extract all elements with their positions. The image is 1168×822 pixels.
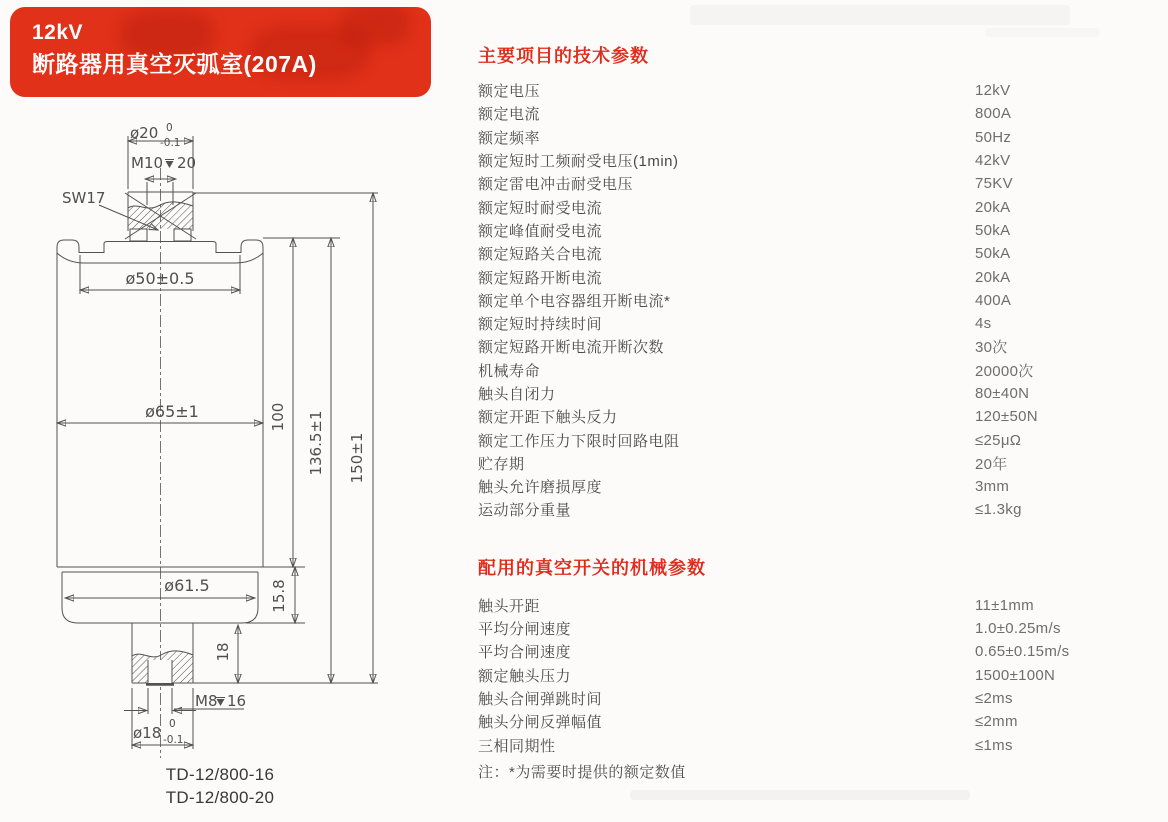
spec-value: 11±1mm xyxy=(975,596,1034,614)
spec-row xyxy=(478,126,1150,149)
product-name-title: 断路器用真空灭弧室(207A) xyxy=(32,51,317,77)
scan-artifact xyxy=(690,5,1070,25)
spec-row xyxy=(478,172,1150,195)
spec-row xyxy=(478,640,1150,663)
spec-row xyxy=(478,733,1150,756)
spec-label: 额定短时耐受电流 xyxy=(478,199,603,217)
product-voltage-title: 12kV xyxy=(32,21,84,44)
dia18-label: ø18 xyxy=(133,724,162,742)
scan-artifact xyxy=(985,28,1100,37)
dia50-dimension xyxy=(80,255,240,294)
spec-value: 50kA xyxy=(975,245,1011,263)
spec-value: 120±50N xyxy=(975,408,1038,426)
spec-label: 额定峰值耐受电流 xyxy=(478,222,603,240)
spec-row xyxy=(478,335,1150,358)
dia18-dimension xyxy=(132,688,193,749)
spec-label: 机械寿命 xyxy=(478,362,541,380)
spec-value: 1500±100N xyxy=(975,666,1056,684)
spec-row xyxy=(478,289,1150,312)
spec-value: 75KV xyxy=(975,175,1013,193)
spec-value: ≤1ms xyxy=(975,736,1013,754)
bottom-stem-outline xyxy=(132,623,378,685)
spec-label: 额定雷电冲击耐受电压 xyxy=(478,176,634,194)
m10-thread-label: M10 xyxy=(131,154,164,172)
spec-value: 80±40N xyxy=(975,385,1030,402)
spec-label: 触头允许磨损厚度 xyxy=(478,479,603,497)
vertical-dimensions xyxy=(214,193,373,683)
spec-label: 贮存期 xyxy=(478,455,525,473)
scan-artifact xyxy=(630,790,970,800)
spec-label: 触头分闸反弹幅值 xyxy=(478,714,603,732)
spec-row xyxy=(478,452,1150,475)
top-stud-outline xyxy=(125,182,378,241)
spec-row xyxy=(478,405,1150,428)
spec-row xyxy=(478,242,1150,265)
spec-row xyxy=(478,594,1150,617)
spec-list-technical xyxy=(478,79,1150,522)
len15-8-label: 15.8 xyxy=(270,579,288,613)
m10-thread-callout xyxy=(131,154,196,179)
dia65-label: ø65±1 xyxy=(145,402,199,421)
spec-value: ≤25μΩ xyxy=(975,431,1022,449)
m8-depth-label: 16 xyxy=(227,692,247,710)
dia50-label: ø50±0.5 xyxy=(125,269,195,288)
interrupter-body-outline xyxy=(57,240,263,623)
technical-drawing xyxy=(0,0,440,822)
spec-value: ≤2mm xyxy=(975,713,1018,731)
spec-label: 额定工作压力下限时回路电阻 xyxy=(478,432,680,450)
spec-value: 42kV xyxy=(975,152,1011,170)
spec-label: 额定短时持续时间 xyxy=(478,316,603,334)
spec-value: 12kV xyxy=(975,82,1011,100)
spec-label: 额定开距下触头反力 xyxy=(478,409,618,427)
spec-value: 20年 xyxy=(975,455,1008,473)
len150-label: 150±1 xyxy=(348,432,366,484)
spec-value: 800A xyxy=(975,105,1012,123)
spec-value: 1.0±0.25m/s xyxy=(975,620,1061,638)
spec-row xyxy=(478,359,1150,382)
spec-row xyxy=(478,219,1150,242)
spec-value: 4s xyxy=(975,315,992,333)
footnote: 注：*为需要时提供的额定数值 xyxy=(478,763,686,781)
spec-label: 平均合闸速度 xyxy=(478,644,572,662)
spec-row xyxy=(478,195,1150,218)
spec-label: 运动部分重量 xyxy=(478,502,572,520)
model-designations xyxy=(145,763,295,809)
spec-row xyxy=(478,265,1150,288)
spec-row xyxy=(478,710,1150,733)
m10-depth-label: 20 xyxy=(177,154,197,172)
spec-row xyxy=(478,664,1150,687)
dia18-tol-lower: -0.1 xyxy=(163,734,184,746)
section-title-technical: 主要项目的技术参数 xyxy=(478,46,649,66)
spec-label: 触头自闭力 xyxy=(478,386,556,403)
spec-label: 三相同期性 xyxy=(478,737,556,755)
dia20-tol-lower: -0.1 xyxy=(160,137,181,149)
dia20-label: ø20 xyxy=(130,124,159,142)
model-name: TD-12/800-16 xyxy=(165,765,275,784)
m8-thread-label: M8 xyxy=(195,692,218,710)
len100-label: 100 xyxy=(269,402,287,432)
model-name: TD-12/800-20 xyxy=(165,788,275,807)
spec-label: 额定电流 xyxy=(478,106,541,124)
spec-row xyxy=(478,687,1150,710)
spec-label: 额定短路开断电流开断次数 xyxy=(478,339,665,357)
dia18-tol-upper: 0 xyxy=(169,718,176,730)
spec-row xyxy=(478,498,1150,521)
spec-value: 3mm xyxy=(975,478,1010,496)
spec-row xyxy=(478,312,1150,335)
spec-value: 0.65±0.15m/s xyxy=(975,643,1070,661)
spec-label: 额定短路开断电流 xyxy=(478,269,603,287)
spec-row xyxy=(478,382,1150,405)
spec-label: 触头合闸弹跳时间 xyxy=(478,690,603,708)
spec-row xyxy=(478,617,1150,640)
spec-row xyxy=(478,149,1150,172)
m8-thread-callout xyxy=(124,688,246,714)
dia61-label: ø61.5 xyxy=(164,576,210,595)
spec-value: ≤2ms xyxy=(975,689,1013,707)
sw17-label: SW17 xyxy=(62,189,106,207)
section-title-mechanical: 配用的真空开关的机械参数 xyxy=(478,557,706,578)
spec-row xyxy=(478,102,1150,125)
len136-label: 136.5±1 xyxy=(307,410,325,476)
spec-label: 额定频率 xyxy=(478,129,541,147)
spec-label: 平均分闸速度 xyxy=(478,621,572,639)
spec-value: 20kA xyxy=(975,268,1011,286)
spec-value: 20000次 xyxy=(975,362,1034,380)
spec-label: 额定触头压力 xyxy=(478,667,572,685)
spec-label: 额定短时工频耐受电压(1min) xyxy=(478,153,679,171)
spec-label: 额定单个电容器组开断电流* xyxy=(478,292,671,310)
spec-row xyxy=(478,428,1150,451)
dia61-dimension xyxy=(65,576,255,598)
spec-value: 400A xyxy=(975,291,1012,309)
spec-label: 额定电压 xyxy=(478,83,541,101)
len18-label: 18 xyxy=(214,642,232,662)
spec-value: 20kA xyxy=(975,198,1011,216)
spec-value: 50Hz xyxy=(975,128,1012,146)
spec-value: ≤1.3kg xyxy=(975,501,1022,519)
spec-row xyxy=(478,79,1150,102)
spec-label: 额定短路关合电流 xyxy=(478,246,603,264)
spec-value: 30次 xyxy=(975,339,1008,357)
depth-symbol-icon xyxy=(165,160,174,169)
spec-row xyxy=(478,475,1150,498)
spec-list-mechanical xyxy=(478,594,1150,757)
spec-label: 触头开距 xyxy=(478,597,541,615)
dia65-dimension xyxy=(57,402,263,423)
spec-value: 50kA xyxy=(975,221,1011,239)
spec-panel xyxy=(478,42,1150,782)
dia20-tol-upper: 0 xyxy=(166,122,173,134)
